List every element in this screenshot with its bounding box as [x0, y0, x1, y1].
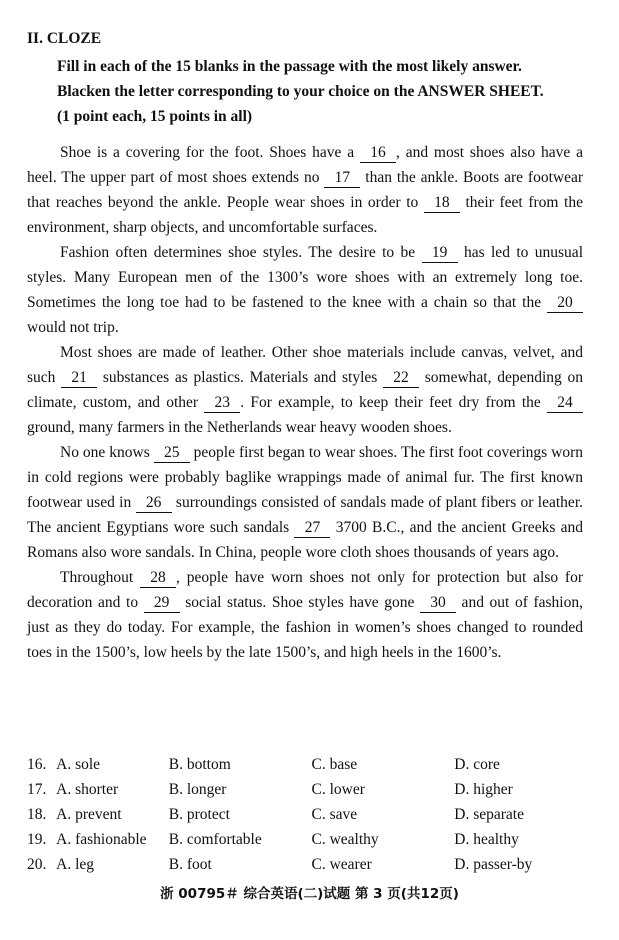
option-b: B. protect — [168, 806, 230, 823]
question-17-options — [27, 777, 597, 802]
option-a: A. shorter — [56, 781, 119, 798]
instructions — [57, 54, 597, 129]
blank-21: 21 — [61, 369, 97, 388]
blank-24: 24 — [547, 394, 583, 413]
passage-text: social status. Shoe styles have gone — [179, 594, 420, 611]
question-number: 17. — [27, 781, 47, 798]
passage-text: would not trip. — [27, 319, 119, 336]
blank-28: 28 — [140, 569, 176, 588]
instruction-line-2: Blacken the letter corresponding to your choice on the ANSWER SHEET. — [57, 83, 544, 100]
blank-20: 20 — [547, 294, 583, 313]
question-number: 20. — [27, 856, 47, 873]
blank-22: 22 — [383, 369, 419, 388]
blank-23: 23 — [204, 394, 240, 413]
question-number: 19. — [27, 831, 47, 848]
blank-27: 27 — [294, 519, 330, 538]
question-number: 16. — [27, 756, 47, 773]
passage-text: No one knows — [60, 444, 154, 461]
option-b: B. foot — [168, 856, 212, 873]
option-c: C. wealthy — [311, 831, 379, 848]
page-footer: 浙 00795＃ 综合英语(二)试题 第 3 页(共12页) — [160, 886, 459, 902]
option-b: B. comfortable — [168, 831, 262, 848]
option-d: D. healthy — [454, 831, 519, 848]
section-title: II. CLOZE — [27, 30, 102, 47]
option-c: C. wearer — [311, 856, 372, 873]
passage-text: substances as plastics. Materials and styles — [97, 369, 384, 386]
option-d: D. core — [454, 756, 500, 773]
passage-text: , and most shoes also have a heel. The upper part of most shoes extends no — [27, 144, 584, 186]
instruction-line-3: (1 point each, 15 points in all) — [57, 108, 253, 125]
blank-25: 25 — [154, 444, 190, 463]
passage-text: people first began to wear shoes. The first foot coverings worn in cold regions were probably baglike wrappings made of animal fur. The first known footwear used in — [27, 444, 583, 511]
passage-text: than the ankle. Boots are footwear that reaches beyond the ankle. People wear shoes in order to — [27, 169, 584, 211]
option-b: B. bottom — [168, 756, 231, 773]
paragraph-3 — [27, 340, 583, 440]
passage-text: . For example, to keep their feet dry from the — [240, 394, 547, 411]
option-d: D. passer-by — [454, 856, 533, 873]
option-c: C. save — [311, 806, 358, 823]
paragraph-2 — [27, 240, 583, 340]
passage-text: has led to unusual styles. Many European men of the 1300’s wore shoes with an extremely long toe. Sometimes the long toe had to be fastened to the knee with a chain so that the — [27, 244, 583, 311]
blank-19: 19 — [422, 244, 458, 263]
option-b: B. longer — [168, 781, 227, 798]
option-d: D. separate — [454, 806, 524, 823]
cloze-passage — [27, 140, 583, 665]
option-d: D. higher — [454, 781, 513, 798]
paragraph-1 — [27, 140, 583, 240]
passage-text: their feet from the environment, sharp objects, and uncomfortable surfaces. — [27, 194, 583, 236]
passage-text: , people have worn shoes not only for protection but also for decoration and to — [27, 569, 583, 611]
option-c: C. lower — [311, 781, 365, 798]
question-16-options — [27, 752, 597, 777]
question-20-options — [27, 852, 597, 877]
passage-text: somewhat, depending on climate, custom, and other — [27, 369, 583, 411]
passage-text: ground, many farmers in the Netherlands wear heavy wooden shoes. — [27, 419, 452, 436]
blank-17: 17 — [324, 169, 360, 188]
passage-text: Most shoes are made of leather. Other shoe materials include canvas, velvet, and such — [27, 344, 583, 386]
blank-30: 30 — [420, 594, 456, 613]
passage-text: surroundings consisted of sandals made of plant fibers or leather. The ancient Egyptians wore such sandals — [27, 494, 583, 536]
passage-text: Shoe is a covering for the foot. Shoes have a — [60, 144, 360, 161]
passage-text: Throughout — [60, 569, 141, 586]
passage-text: Fashion often determines shoe styles. The desire to be — [60, 244, 422, 261]
blank-16: 16 — [360, 144, 396, 163]
passage-text: 3700 B.C., and the ancient Greeks and Romans also wore sandals. In China, people wore cloth shoes thousands of years ago. — [27, 519, 583, 561]
paragraph-4 — [27, 440, 583, 565]
paragraph-5 — [27, 565, 583, 665]
option-a: A. fashionable — [56, 831, 147, 848]
question-18-options — [27, 802, 597, 827]
blank-29: 29 — [144, 594, 180, 613]
option-a: A. leg — [56, 856, 95, 873]
question-19-options — [27, 827, 597, 852]
answer-options — [27, 752, 597, 877]
question-number: 18. — [27, 806, 47, 823]
blank-26: 26 — [136, 494, 172, 513]
instruction-line-1: Fill in each of the 15 blanks in the passage with the most likely answer. — [57, 58, 522, 75]
option-a: A. sole — [56, 756, 101, 773]
passage-text: and out of fashion, just as they do today. For example, the fashion in women’s shoes changed to rounded toes in the 1500’s, low heels by the late 1500’s, and high heels in the 1600’s. — [27, 594, 583, 661]
blank-18: 18 — [424, 194, 460, 213]
option-c: C. base — [311, 756, 358, 773]
option-a: A. prevent — [56, 806, 122, 823]
